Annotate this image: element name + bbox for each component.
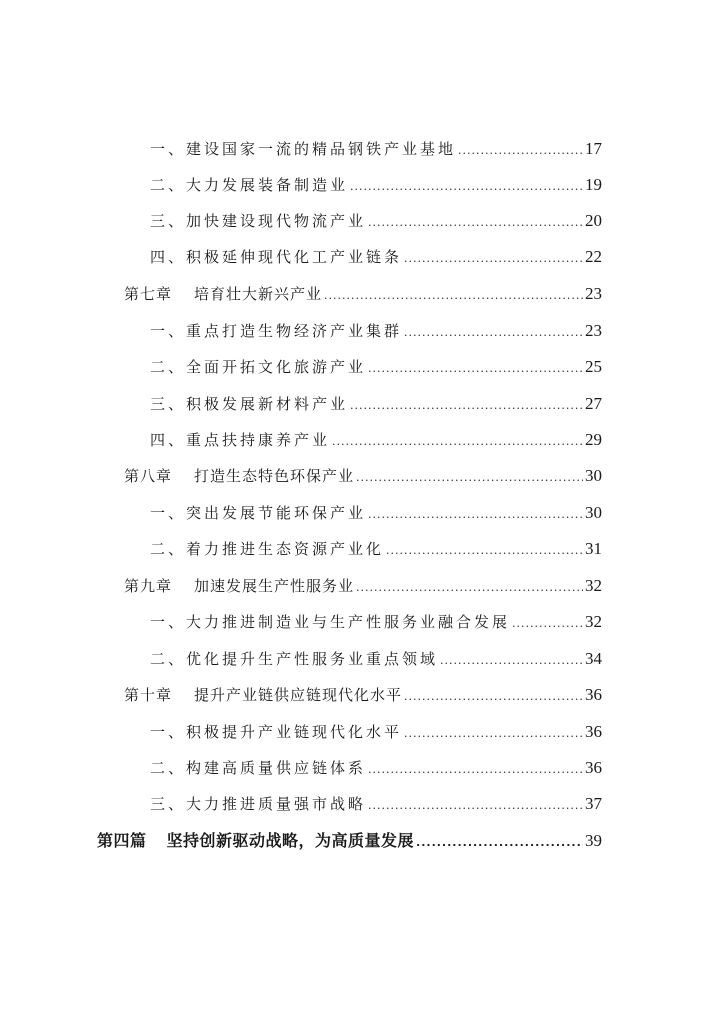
- toc-leader-dots: [332, 428, 583, 456]
- chapter-title: 加速发展生产性服务业: [194, 577, 355, 595]
- toc-page-number: 27: [585, 394, 602, 413]
- toc-entry-title: 一、大力推进制造业与生产性服务业融合发展: [150, 613, 511, 631]
- toc-chapter-entry[interactable]: [124, 572, 602, 600]
- toc-chapter-heading: [124, 280, 322, 308]
- toc-chapter-heading: [124, 462, 354, 490]
- toc-chapter-entry[interactable]: [124, 280, 602, 308]
- toc-entry[interactable]: [150, 645, 602, 673]
- toc-leader-dots: [350, 173, 583, 201]
- toc-entry-title: 四、积极延伸现代化工产业链条: [150, 248, 403, 266]
- toc-chapter-heading: [124, 572, 354, 600]
- toc-entry[interactable]: [150, 207, 602, 235]
- toc-page-number: 22: [585, 247, 602, 266]
- toc-page-number: 36: [585, 758, 602, 777]
- toc-leader-dots: [404, 245, 583, 273]
- toc-leader-dots: [512, 610, 583, 638]
- toc-page-number: 36: [585, 722, 602, 741]
- toc-page-number: 34: [585, 649, 602, 668]
- chapter-title: 提升产业链供应链现代化水平: [194, 686, 403, 704]
- toc-leader-dots: [350, 392, 583, 420]
- toc-leader-dots: [368, 209, 583, 237]
- toc-part-entry[interactable]: [97, 827, 602, 855]
- chapter-number: 第十章: [124, 686, 173, 704]
- toc-page-number: 19: [585, 175, 602, 194]
- chapter-title: 打造生态特色环保产业: [194, 467, 355, 485]
- toc-page-number: 30: [585, 466, 602, 485]
- toc-entry-title: 二、优化提升生产性服务业重点领域: [150, 650, 439, 668]
- toc-chapter-entry[interactable]: [124, 681, 602, 709]
- toc-entry[interactable]: [150, 608, 602, 636]
- toc-page-number: 32: [585, 576, 602, 595]
- chapter-title: 培育壮大新兴产业: [194, 285, 323, 303]
- toc-leader-dots: [404, 683, 583, 711]
- toc-entry[interactable]: [150, 353, 602, 381]
- toc-entry-title: 四、重点扶持康养产业: [150, 431, 331, 449]
- part-title: 坚持创新驱动战略，为高质量发展: [166, 831, 415, 850]
- toc-leader-dots: [440, 647, 583, 675]
- toc-entry-title: 二、着力推进生态资源产业化: [150, 540, 385, 558]
- toc-leader-dots: [356, 574, 583, 602]
- toc-entry-title: 三、积极发展新材料产业: [150, 395, 349, 413]
- toc-entry[interactable]: [150, 171, 602, 199]
- toc-leader-dots: [368, 355, 583, 383]
- toc-entry[interactable]: [150, 243, 602, 271]
- toc-page-number: 25: [585, 357, 602, 376]
- toc-entry[interactable]: [150, 535, 602, 563]
- toc-entry-title: 三、大力推进质量强市战略: [150, 795, 367, 813]
- toc-leader-dots: [368, 792, 583, 820]
- toc-entry-title: 一、重点打造生物经济产业集群: [150, 322, 403, 340]
- toc-page-number: 29: [585, 430, 602, 449]
- toc-entry[interactable]: [150, 790, 602, 818]
- toc-page-number: 23: [585, 284, 602, 303]
- toc-page-number: 23: [585, 321, 602, 340]
- toc-entry-title: 一、突出发展节能环保产业: [150, 504, 367, 522]
- toc-page-number: 20: [585, 211, 602, 230]
- toc-leader-dots: [324, 282, 583, 310]
- toc-leader-dots: [404, 319, 583, 347]
- toc-page-number: 39: [585, 831, 602, 850]
- toc-entry-title: 一、积极提升产业链现代化水平: [150, 723, 403, 741]
- toc-entry[interactable]: [150, 135, 602, 163]
- toc-chapter-heading: [124, 681, 402, 709]
- part-number: 第四篇: [97, 831, 147, 850]
- toc-leader-dots: [386, 537, 583, 565]
- toc-page-number: 17: [585, 139, 602, 158]
- toc-leader-dots: [458, 137, 583, 165]
- toc-page-number: 37: [585, 794, 602, 813]
- chapter-number: 第七章: [124, 285, 173, 303]
- toc-entry[interactable]: [150, 499, 602, 527]
- toc-page-number: 36: [585, 685, 602, 704]
- toc-leader-dots: [368, 501, 583, 529]
- toc-entry-title: 一、建设国家一流的精品钢铁产业基地: [150, 140, 457, 158]
- chapter-number: 第九章: [124, 577, 173, 595]
- toc-entry-title: 二、构建高质量供应链体系: [150, 759, 367, 777]
- toc-entry-title: 二、全面开拓文化旅游产业: [150, 358, 367, 376]
- toc-leader-dots: [368, 756, 583, 784]
- toc-part-heading: [97, 827, 414, 855]
- toc-leader-dots: [404, 720, 583, 748]
- chapter-number: 第八章: [124, 467, 173, 485]
- toc-leader-dots: [416, 829, 583, 857]
- toc-entry[interactable]: [150, 426, 602, 454]
- toc-entry[interactable]: [150, 317, 602, 345]
- toc-entry-title: 二、大力发展装备制造业: [150, 176, 349, 194]
- toc-leader-dots: [356, 464, 583, 492]
- toc-entry[interactable]: [150, 718, 602, 746]
- toc-chapter-entry[interactable]: [124, 462, 602, 490]
- toc-page-number: 32: [585, 612, 602, 631]
- toc-page-number: 31: [585, 539, 602, 558]
- toc-page-number: 30: [585, 503, 602, 522]
- toc-entry[interactable]: [150, 754, 602, 782]
- toc-entry[interactable]: [150, 390, 602, 418]
- toc-entry-title: 三、加快建设现代物流产业: [150, 212, 367, 230]
